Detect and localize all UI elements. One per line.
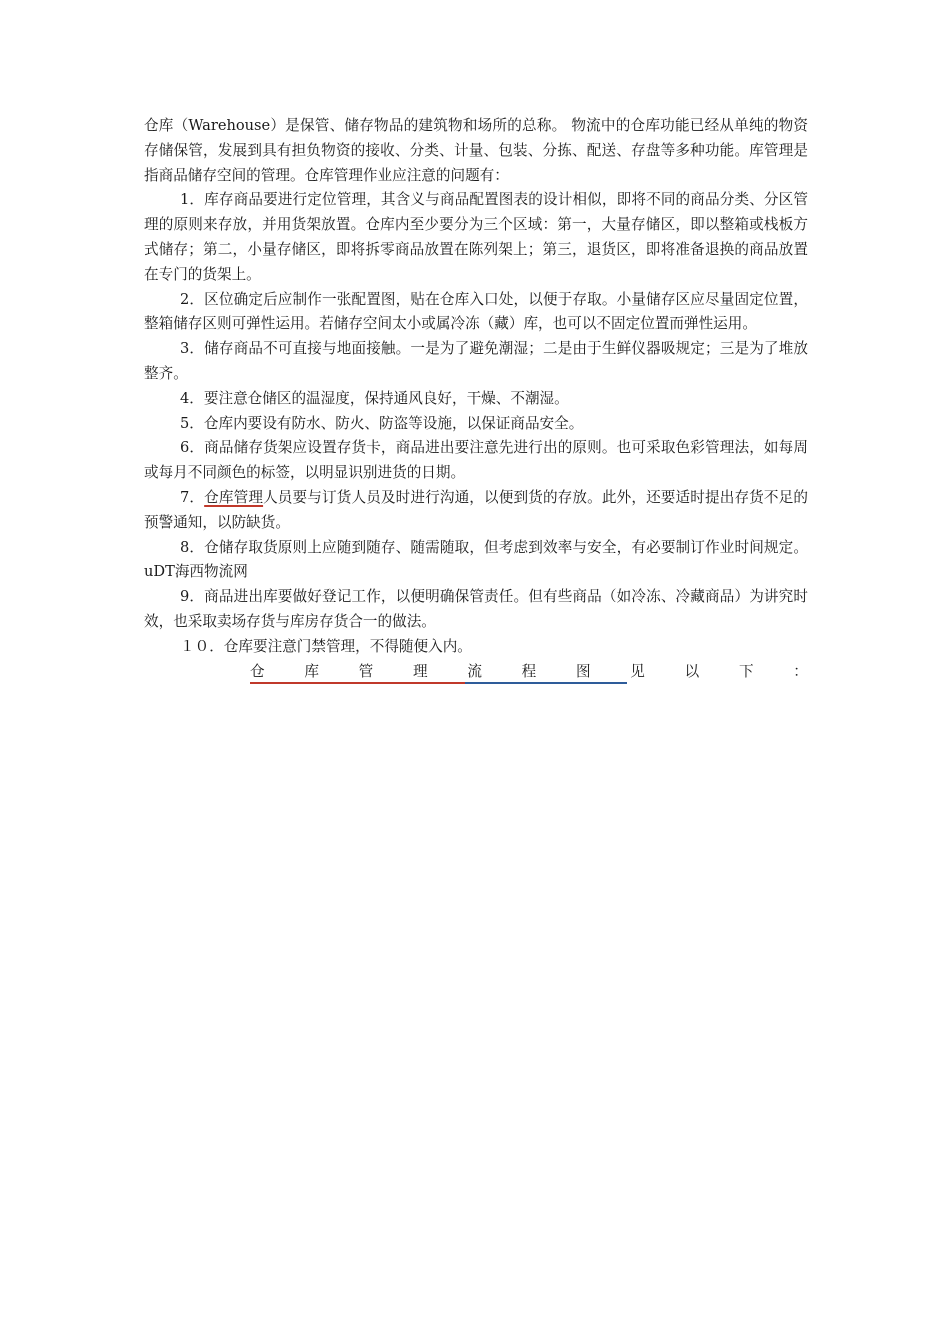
intro-paragraph: 仓库（Warehouse）是保管、储存物品的建筑物和场所的总称。 物流中的仓库功能已经从单纯的物资存储保管，发展到具有担负物资的接收、分类、计量、包装、分拣、配送、存盘等多种功能。库管理是指商品储存空间的管理。仓库管理作业应注意的问题有： (144, 117, 808, 184)
list-item-4: 4．要注意仓储区的温湿度，保持通风良好，干燥、不潮湿。 (180, 389, 569, 407)
flowchart-caption (250, 660, 808, 686)
list-item-5: 5．仓库内要设有防水、防火、防盗等设施，以保证商品安全。 (180, 414, 584, 432)
list-item-1: 1．库存商品要进行定位管理，其含义与商品配置图表的设计相似，即将不同的商品分类、分区管理的原则来存放，并用货架放置。仓库内至少要分为三个区域：第一，大量存储区，即以整箱或栈板方式储存；第二，小量存储区，即将拆零商品放置在陈列架上；第三，退货区，即将准备退换的商品放置在专门的货架上。 (144, 191, 808, 283)
list-item-6: 6．商品储存货架应设置存货卡，商品进出要注意先进行出的原则。也可采取色彩管理法，如每周或每月不同颜色的标签，以明显识别进货的日期。 (144, 439, 808, 482)
underline-red (250, 682, 465, 684)
caption-char: 管 (358, 663, 374, 681)
caption-char: 库 (304, 663, 319, 681)
caption-char: 仓 (250, 663, 265, 681)
caption-char: ： (793, 663, 808, 681)
caption-char: 理 (412, 663, 428, 681)
list-item-10: １０．仓库要注意门禁管理，不得随便入内。 (180, 637, 472, 655)
list-item-3: 3．储存商品不可直接与地面接触。一是为了避免潮湿；二是由于生鲜仪器吸规定；三是为了堆放整齐。 (144, 340, 808, 382)
warehouse-management-link[interactable]: 仓库管理 (204, 488, 264, 506)
list-item-7-prefix: 7． (180, 488, 205, 506)
document-body (144, 114, 808, 686)
underline-blue (465, 682, 627, 684)
list-item-9: 9．商品进出库要做好登记工作，以便明确保管责任。但有些商品（如冷冻、冷藏商品）为讲究时效，也采取卖场存货与库房存货合一的做法。 (144, 588, 808, 630)
caption-char: 以 (684, 663, 700, 681)
caption-char: 下 (738, 663, 754, 681)
list-item-7 (144, 486, 808, 536)
caption-char: 图 (575, 663, 591, 681)
list-item-7-rest: 人员要与订货人员及时进行沟通，以便到货的存放。此外，还要适时提出存货不足的预警通知，以防缺货。 (144, 488, 808, 531)
caption-char: 见 (630, 663, 645, 681)
list-item-2: 2．区位确定后应制作一张配置图，贴在仓库入口处，以便于存取。小量储存区应尽量固定位置，整箱储存区则可弹性运用。若储存空间太小或属冷冻（藏）库，也可以不固定位置而弹性运用。 (144, 290, 808, 333)
caption-char: 流 (467, 663, 482, 681)
list-item-8: 8．仓储存取货原则上应随到随存、随需随取，但考虑到效率与安全，有必要制订作业时间规定。uDT海西物流网 (144, 538, 808, 581)
caption-char: 程 (521, 663, 537, 681)
